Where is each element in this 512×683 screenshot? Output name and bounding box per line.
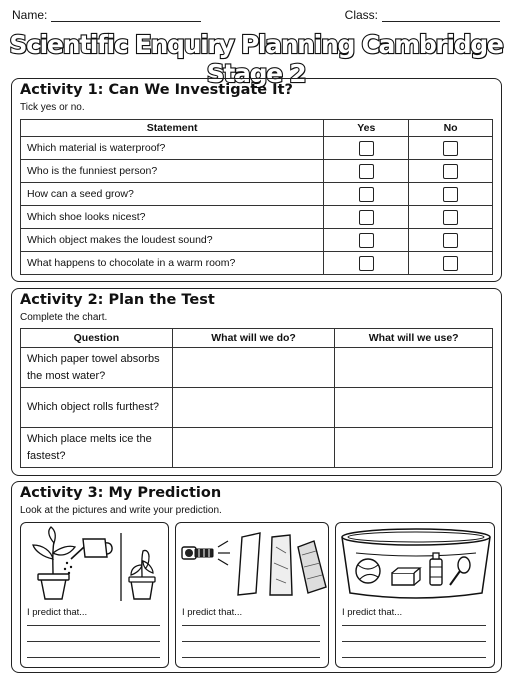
column-header-statement: Statement — [21, 120, 324, 137]
activity-3-instruction: Look at the pictures and write your prediction. — [20, 505, 222, 516]
statement-cell: Which material is waterproof? — [21, 137, 324, 160]
prediction-card-floating — [335, 522, 495, 668]
write-line[interactable] — [182, 657, 320, 658]
activity-2-instruction: Complete the chart. — [20, 312, 108, 323]
answer-cell-use[interactable] — [335, 428, 493, 468]
answer-cell-do[interactable] — [172, 388, 335, 428]
class-field[interactable] — [345, 8, 500, 22]
name-label: Name: — [12, 8, 48, 22]
column-header-question: Question — [21, 329, 173, 348]
table-row — [21, 348, 493, 388]
no-checkbox[interactable] — [443, 187, 458, 202]
class-write-line[interactable] — [382, 10, 500, 22]
write-line[interactable] — [342, 657, 486, 658]
activity-2-table — [20, 328, 493, 468]
question-cell: Which paper towel absorbs the most water? — [21, 348, 173, 388]
answer-cell-do[interactable] — [172, 348, 335, 388]
activity-1-heading: Activity 1: Can We Investigate It? — [20, 82, 293, 98]
question-cell: Which object rolls furthest? — [21, 388, 173, 428]
name-write-line[interactable] — [51, 10, 201, 22]
activity-2-heading: Activity 2: Plan the Test — [20, 292, 215, 308]
prediction-prompt: I predict that... — [27, 607, 88, 618]
table-row — [21, 160, 493, 183]
table-header-row — [21, 329, 493, 348]
prediction-prompt: I predict that... — [342, 607, 403, 618]
column-header-what-will-we-do: What will we do? — [172, 329, 335, 348]
activity-2-panel — [11, 288, 502, 476]
prediction-prompt: I predict that... — [182, 607, 243, 618]
name-field[interactable] — [12, 8, 201, 22]
header-line — [12, 8, 500, 26]
write-line[interactable] — [182, 641, 320, 642]
write-line[interactable] — [342, 641, 486, 642]
no-checkbox[interactable] — [443, 210, 458, 225]
column-header-no: No — [409, 120, 493, 137]
prediction-card-light — [175, 522, 329, 668]
statement-cell: How can a seed grow? — [21, 183, 324, 206]
activity-3-panel — [11, 481, 502, 673]
prediction-card-plants — [20, 522, 169, 668]
no-checkbox[interactable] — [443, 256, 458, 271]
water-tub-with-objects-icon — [336, 523, 496, 603]
answer-cell-use[interactable] — [335, 388, 493, 428]
table-row — [21, 137, 493, 160]
table-row — [21, 252, 493, 275]
no-checkbox[interactable] — [443, 233, 458, 248]
page-title: Scientific Enquiry Planning Cambridge Stage 2 — [9, 30, 503, 88]
yes-checkbox[interactable] — [359, 233, 374, 248]
write-line[interactable] — [342, 625, 486, 626]
no-checkbox[interactable] — [443, 141, 458, 156]
statement-cell: What happens to chocolate in a warm room? — [21, 252, 324, 275]
table-header-row — [21, 120, 493, 137]
table-row — [21, 428, 493, 468]
yes-checkbox[interactable] — [359, 187, 374, 202]
class-label: Class: — [344, 8, 378, 22]
table-row — [21, 388, 493, 428]
write-line[interactable] — [27, 657, 160, 658]
watered-plant-and-wilted-plant-icon — [21, 523, 170, 603]
statement-cell: Which shoe looks nicest? — [21, 206, 324, 229]
activity-1-instruction: Tick yes or no. — [20, 102, 85, 113]
table-row — [21, 229, 493, 252]
write-line[interactable] — [27, 625, 160, 626]
activity-3-heading: Activity 3: My Prediction — [20, 485, 222, 501]
activity-1-panel — [11, 78, 502, 282]
torch-and-materials-icon — [176, 523, 330, 603]
no-checkbox[interactable] — [443, 164, 458, 179]
write-line[interactable] — [182, 625, 320, 626]
column-header-yes: Yes — [324, 120, 409, 137]
activity-1-table — [20, 119, 493, 275]
table-row — [21, 183, 493, 206]
column-header-what-will-we-use: What will we use? — [335, 329, 493, 348]
yes-checkbox[interactable] — [359, 141, 374, 156]
statement-cell: Which object makes the loudest sound? — [21, 229, 324, 252]
answer-cell-use[interactable] — [335, 348, 493, 388]
yes-checkbox[interactable] — [359, 256, 374, 271]
write-line[interactable] — [27, 641, 160, 642]
yes-checkbox[interactable] — [359, 210, 374, 225]
answer-cell-do[interactable] — [172, 428, 335, 468]
statement-cell: Who is the funniest person? — [21, 160, 324, 183]
yes-checkbox[interactable] — [359, 164, 374, 179]
table-row — [21, 206, 493, 229]
question-cell: Which place melts ice the fastest? — [21, 428, 173, 468]
